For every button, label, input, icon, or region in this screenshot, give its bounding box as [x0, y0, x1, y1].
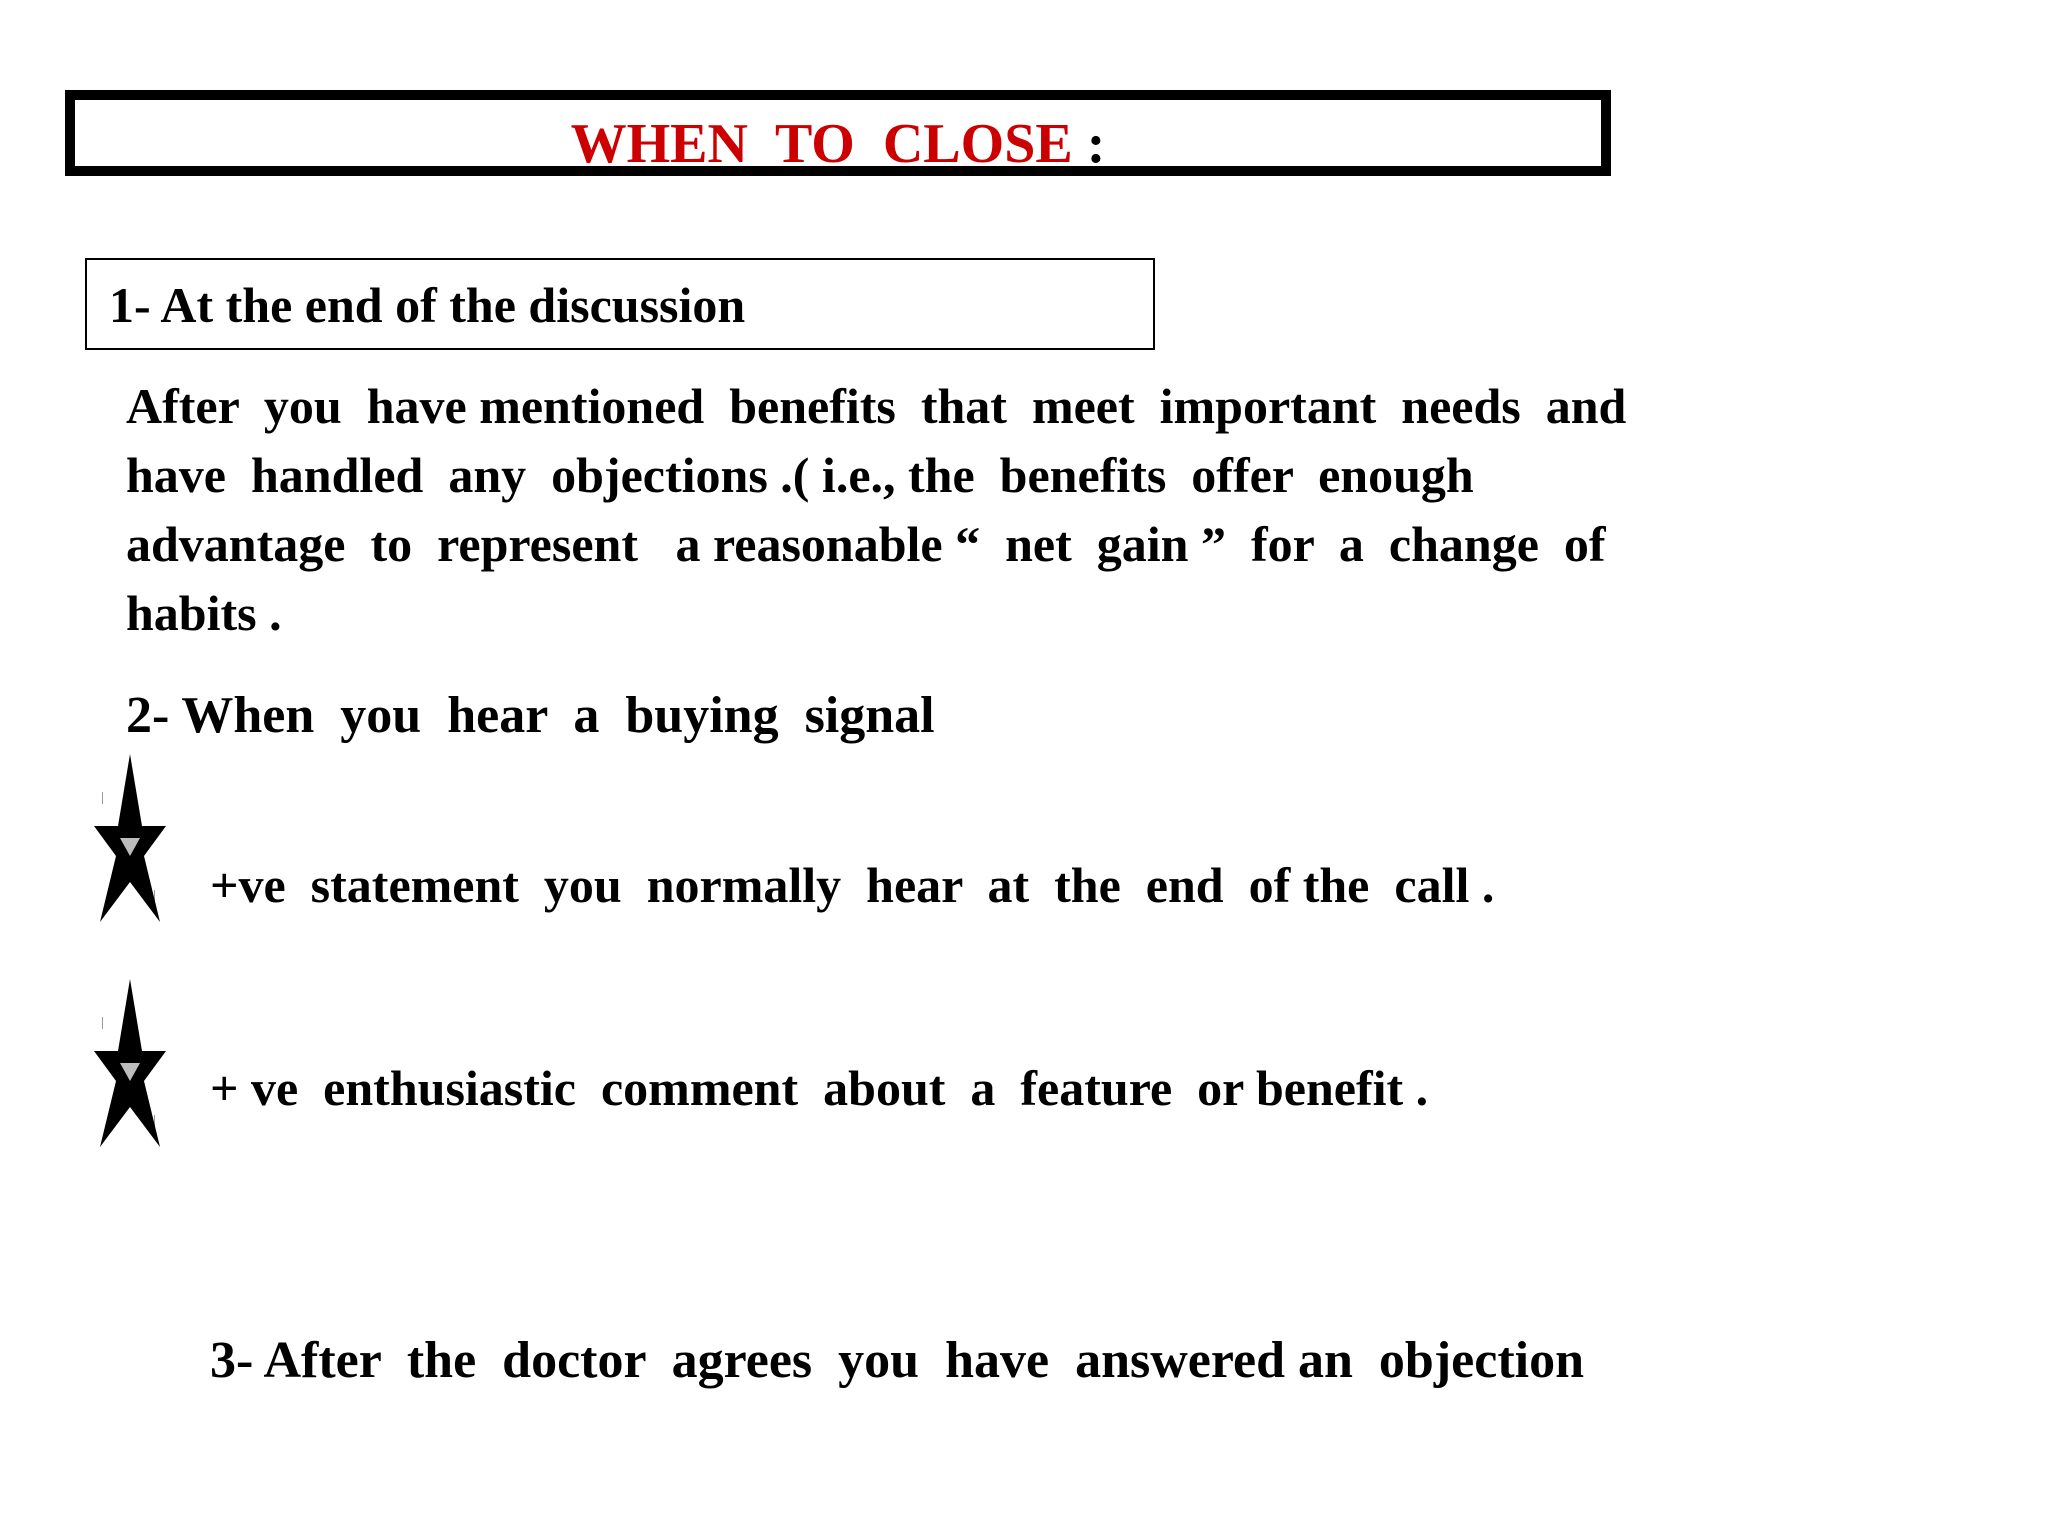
title-box	[65, 90, 1611, 176]
title-colon: :	[1072, 113, 1106, 175]
list-item: + ve enthusiastic comment about a feature or benefit .	[210, 1060, 1429, 1116]
section1-heading-box	[85, 258, 1155, 350]
star-icon	[90, 975, 170, 1151]
paragraph-line: advantage to represent a reasonable “ net gain ” for a change of	[126, 516, 1606, 572]
title-text: WHEN TO CLOSE	[570, 113, 1073, 175]
section1-heading: 1- At the end of the discussion	[109, 277, 746, 333]
paragraph-line: After you have mentioned benefits that meet important needs and	[126, 378, 1627, 434]
section3-heading: 3- After the doctor agrees you have answered an objection	[210, 1332, 1585, 1389]
star-icon	[90, 750, 170, 926]
list-item: +ve statement you normally hear at the end of the call .	[210, 857, 1495, 913]
section2-heading: 2- When you hear a buying signal	[126, 687, 935, 744]
page-title	[75, 113, 1601, 175]
paragraph-line: habits .	[126, 585, 282, 641]
paragraph-line: have handled any objections .( i.e., the benefits offer enough	[126, 447, 1474, 503]
section1-paragraph	[126, 372, 1896, 648]
